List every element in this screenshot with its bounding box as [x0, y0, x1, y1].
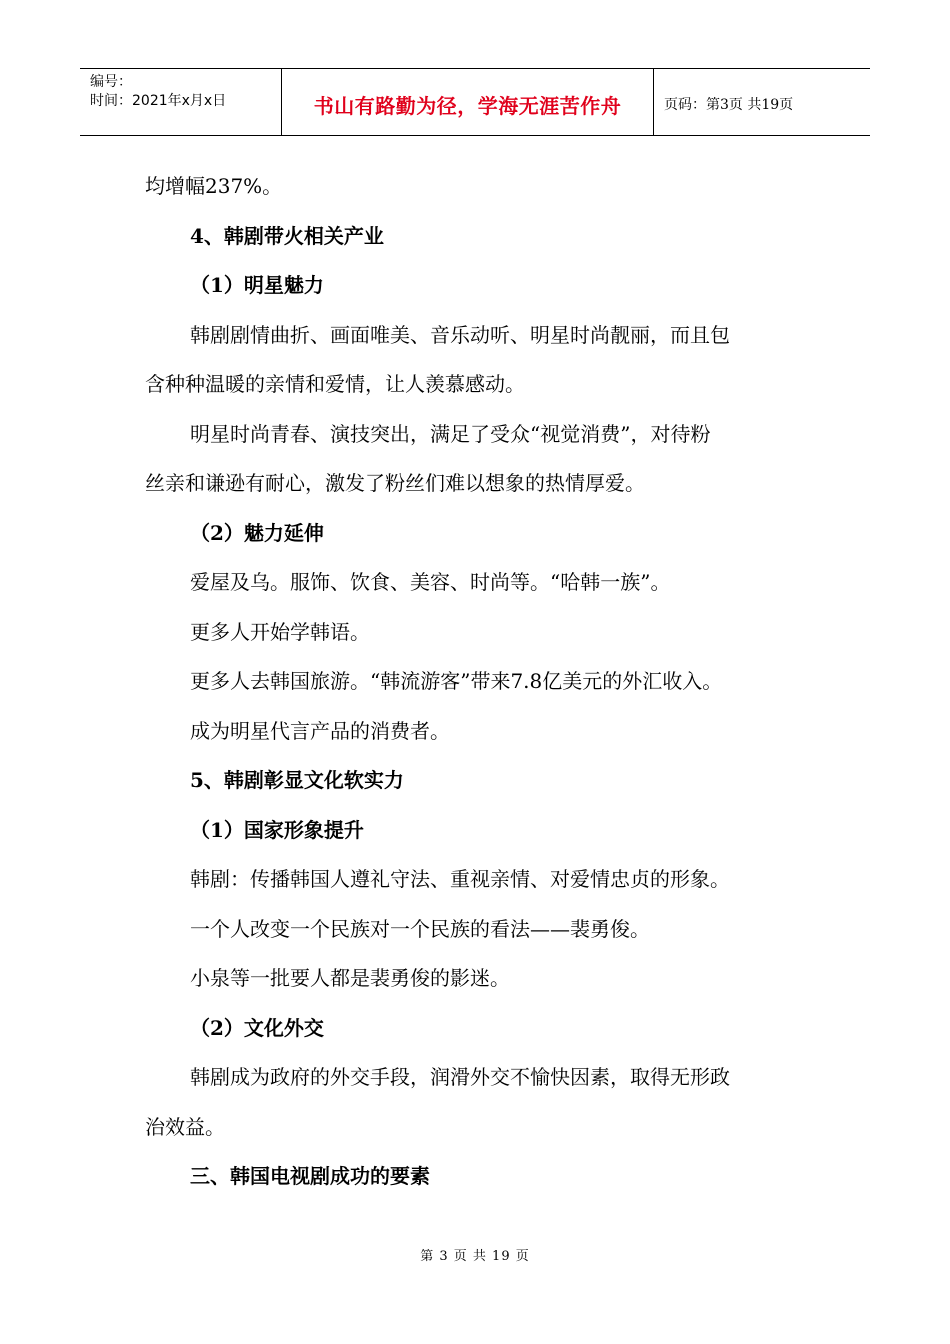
- body-paragraph-line: 丝亲和谦逊有耐心，激发了粉丝们难以想象的热情厚爱。: [145, 471, 645, 495]
- body-paragraph-line: 韩剧剧情曲折、画面唯美、音乐动听、明星时尚靓丽，而且包: [190, 322, 730, 347]
- header-page-info: 页码：第3页 共19页: [664, 97, 794, 113]
- number-label: 编号：: [90, 74, 132, 90]
- body-paragraph-line: 小泉等一批要人都是裴勇俊的影迷。: [190, 966, 510, 990]
- section-heading: （1）国家形象提升: [190, 817, 364, 842]
- body-paragraph-line: 一个人改变一个民族对一个民族的看法——裴勇俊。: [190, 916, 650, 941]
- section-heading: 三、韩国电视剧成功的要素: [190, 1164, 430, 1188]
- section-heading: （1）明星魅力: [190, 273, 324, 297]
- body-paragraph-line: 均增幅237%。: [145, 174, 283, 198]
- header-table: [80, 68, 870, 136]
- section-heading: （2）文化外交: [190, 1015, 324, 1040]
- body-paragraph-line: 韩剧：传播韩国人遵礼守法、重视亲情、对爱情忠贞的形象。: [190, 867, 730, 891]
- header-motto: 书山有路勤为径，学海无涯苦作舟: [282, 69, 654, 135]
- body-paragraph-line: 更多人开始学韩语。: [190, 619, 370, 644]
- body-paragraph-line: 爱屋及乌。服饰、饮食、美容、时尚等。“哈韩一族”。: [190, 570, 671, 594]
- section-heading: 4、韩剧带火相关产业: [190, 223, 384, 248]
- header-meta-cell: [80, 69, 282, 135]
- body-paragraph-line: 韩剧成为政府的外交手段，润滑外交不愉快因素，取得无形政: [190, 1065, 730, 1089]
- time-label: 时间：2021年x月x日: [90, 93, 227, 109]
- body-paragraph-line: 更多人去韩国旅游。“韩流游客”带来7.8亿美元的外汇收入。: [190, 669, 723, 693]
- document-body: [145, 162, 815, 1202]
- section-heading: （2）魅力延伸: [190, 520, 324, 545]
- body-paragraph-line: 治效益。: [145, 1114, 225, 1139]
- body-paragraph-line: 成为明星代言产品的消费者。: [190, 718, 450, 743]
- body-paragraph-line: 含种种温暖的亲情和爱情，让人羡慕感动。: [145, 372, 525, 396]
- section-heading: 5、韩剧彰显文化软实力: [190, 768, 404, 792]
- page-footer: 第 3 页 共 19 页: [420, 1249, 530, 1264]
- body-paragraph-line: 明星时尚青春、演技突出，满足了受众“视觉消费”，对待粉: [190, 421, 711, 446]
